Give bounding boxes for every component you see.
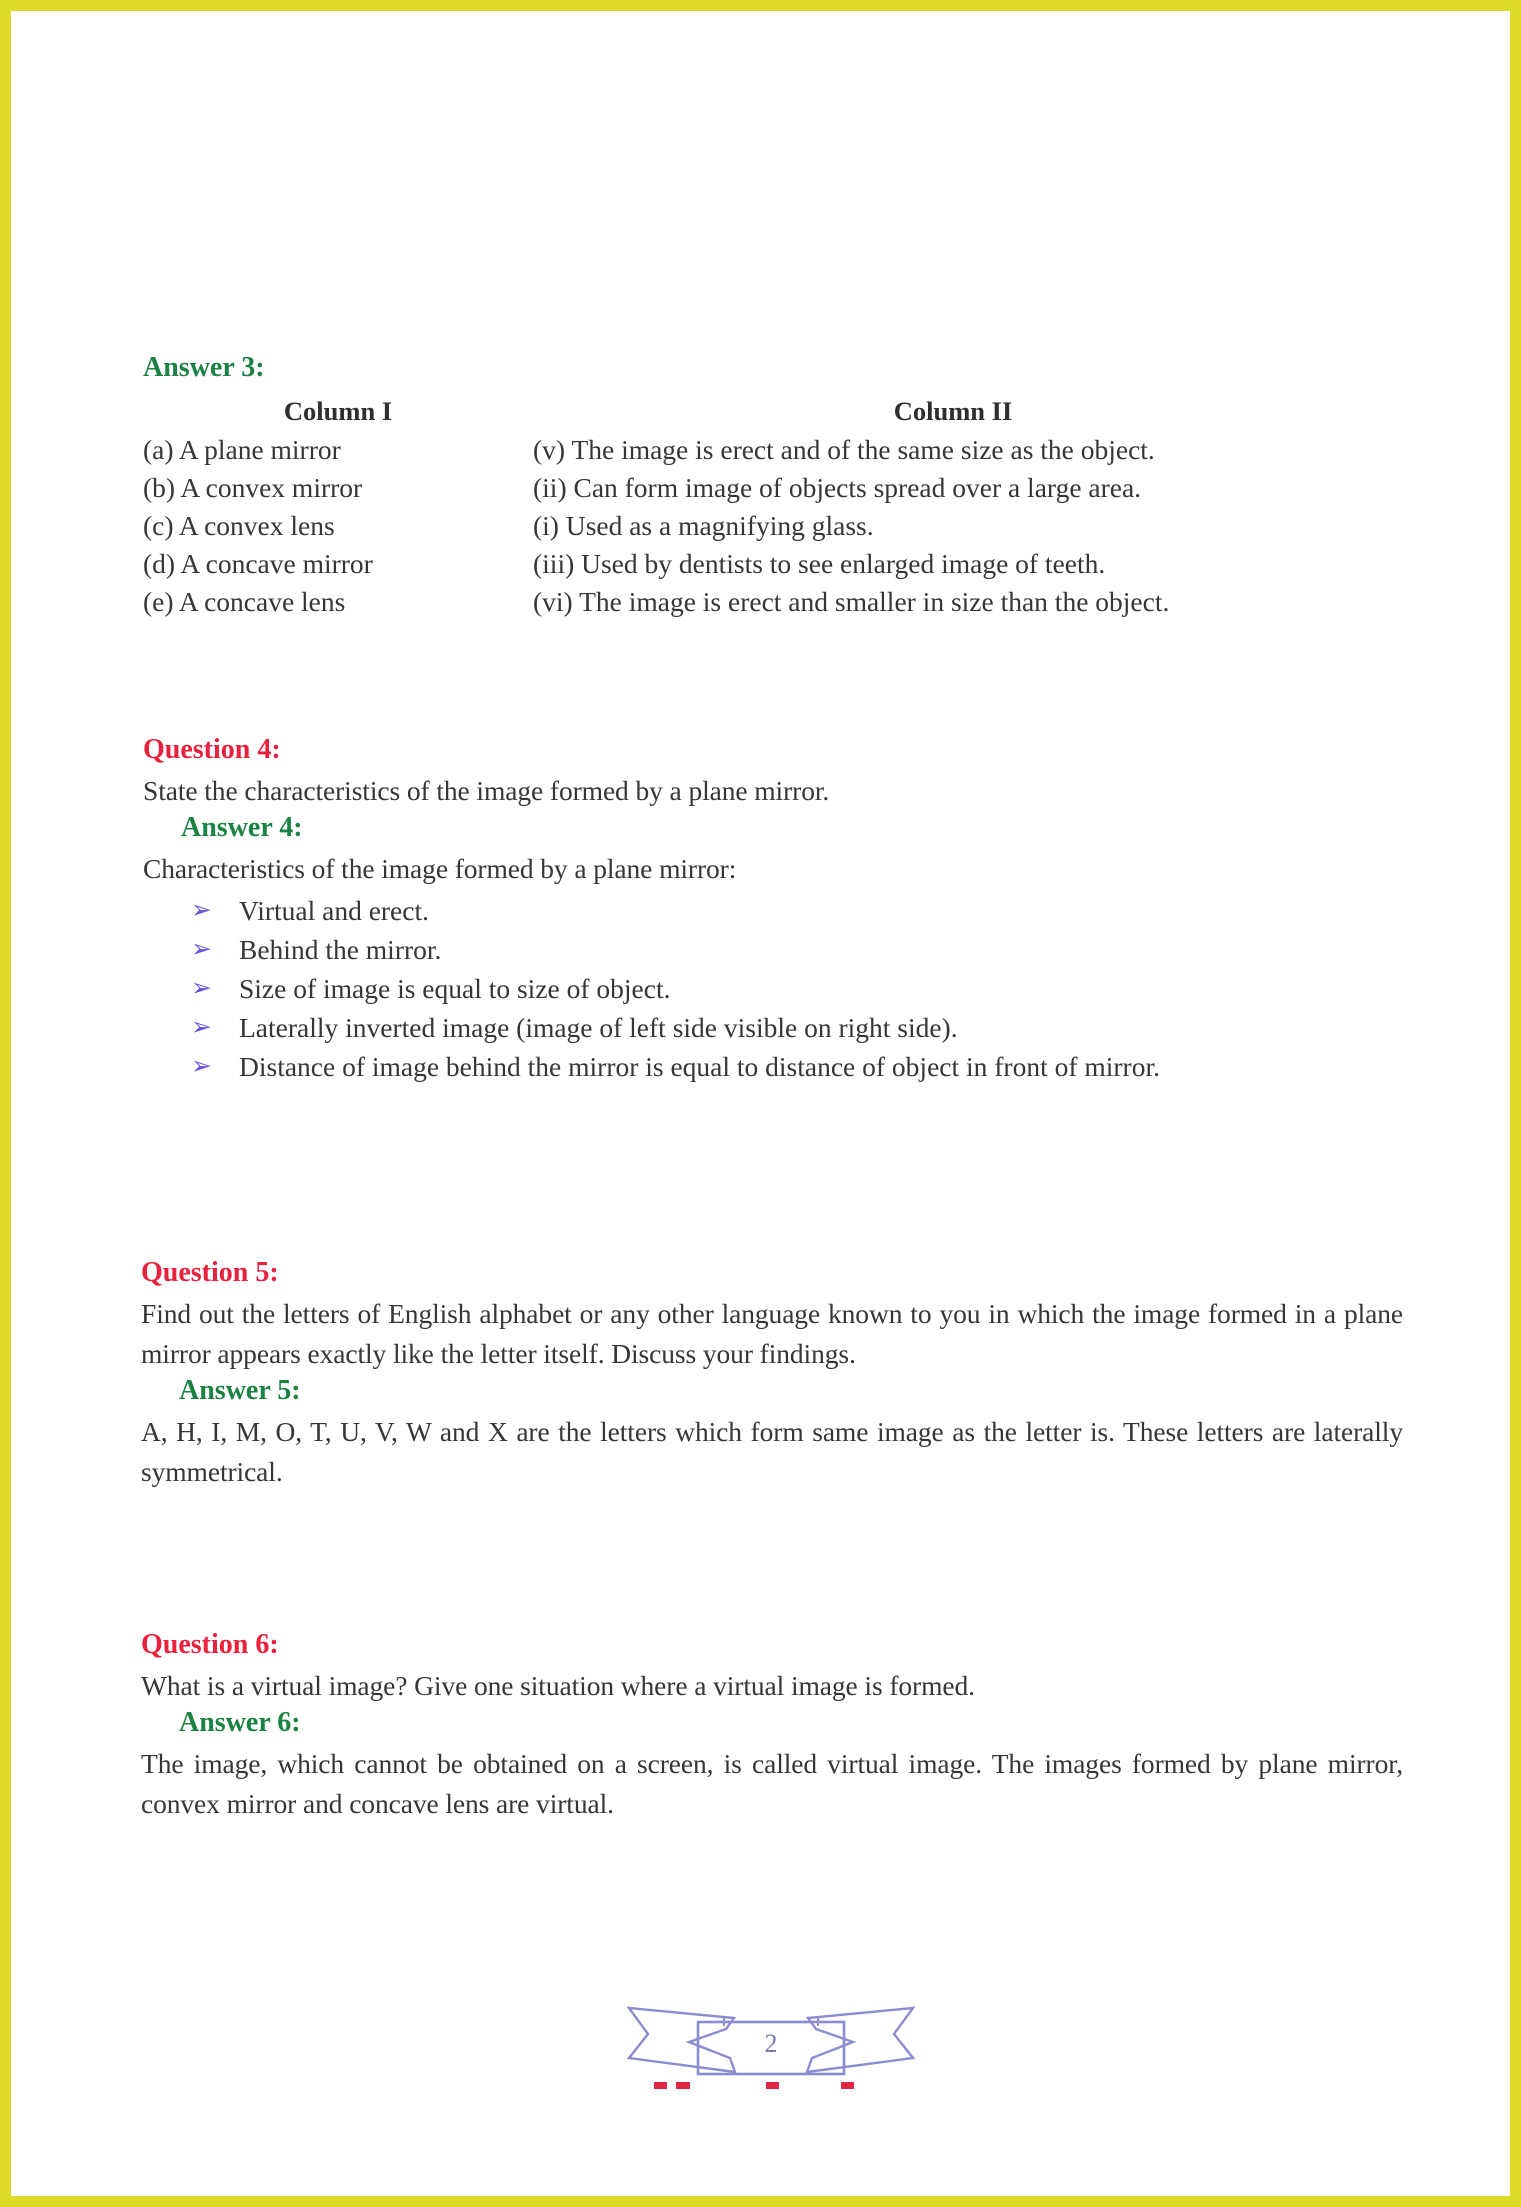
footer-page-ribbon bbox=[626, 1996, 916, 2101]
table-header-row bbox=[143, 393, 1373, 431]
question-6-text: What is a virtual image? Give one situation where a virtual image is formed. bbox=[141, 1670, 975, 1701]
column-2-cell: (iii) Used by dentists to see enlarged image of teeth. bbox=[533, 548, 1106, 579]
column-2-cell: (ii) Can form image of objects spread over a large area. bbox=[533, 472, 1142, 503]
match-columns-table bbox=[143, 393, 1373, 621]
arrow-bullet-icon: ➢ bbox=[191, 934, 212, 963]
table-row bbox=[143, 507, 1373, 545]
list-item-label: Laterally inverted image (image of left side visible on right side). bbox=[239, 1012, 958, 1043]
column-1-cell: (a) A plane mirror bbox=[143, 434, 341, 465]
dash-mark bbox=[676, 2082, 690, 2089]
answer-5-text: A, H, I, M, O, T, U, V, W and X are the letters which form same image as the letter is. These letters are laterally symmetrical. bbox=[141, 1416, 1403, 1487]
arrow-bullet-icon: ➢ bbox=[191, 973, 212, 1002]
column-1-cell: (c) A convex lens bbox=[143, 510, 335, 541]
list-item bbox=[191, 1008, 1401, 1047]
answer-5-heading: Answer 5: bbox=[179, 1375, 301, 1406]
column-2-cell: (vi) The image is erect and smaller in size than the object. bbox=[533, 586, 1170, 617]
question-4-section bbox=[143, 733, 1401, 1086]
characteristics-list bbox=[143, 891, 1401, 1086]
table-row bbox=[143, 545, 1373, 583]
answer-4-intro: Characteristics of the image formed by a plane mirror: bbox=[143, 853, 737, 884]
list-item-label: Behind the mirror. bbox=[239, 934, 442, 965]
dash-mark bbox=[654, 2082, 667, 2089]
question-5-section bbox=[141, 1256, 1403, 1492]
table-row bbox=[143, 583, 1373, 621]
dash-mark bbox=[841, 2082, 854, 2089]
dash-mark bbox=[766, 2082, 779, 2089]
list-item-label: Distance of image behind the mirror is equal to distance of object in front of mirror. bbox=[239, 1051, 1160, 1082]
answer-3-heading: Answer 3: bbox=[143, 352, 265, 383]
answer-3-section bbox=[143, 351, 1403, 621]
list-item-label: Virtual and erect. bbox=[239, 895, 429, 926]
answer-6-heading: Answer 6: bbox=[179, 1707, 301, 1738]
list-item bbox=[191, 1047, 1484, 1086]
table-row bbox=[143, 431, 1373, 469]
question-4-heading: Question 4: bbox=[143, 734, 281, 765]
list-item bbox=[191, 969, 1401, 1008]
arrow-bullet-icon: ➢ bbox=[191, 1051, 212, 1080]
arrow-bullet-icon: ➢ bbox=[191, 1012, 212, 1041]
list-item bbox=[191, 891, 1401, 930]
column-1-cell: (e) A concave lens bbox=[143, 586, 346, 617]
arrow-bullet-icon: ➢ bbox=[191, 895, 212, 924]
question-6-heading: Question 6: bbox=[141, 1629, 279, 1660]
column-2-cell: (i) Used as a magnifying glass. bbox=[533, 510, 874, 541]
page-number: 2 bbox=[764, 2029, 778, 2058]
column-1-header: Column I bbox=[283, 396, 393, 426]
answer-6-text: The image, which cannot be obtained on a screen, is called virtual image. The images formed by plane mirror, convex mirror and concave lens are virtual. bbox=[141, 1748, 1403, 1819]
column-1-cell: (d) A concave mirror bbox=[143, 548, 373, 579]
table-row bbox=[143, 469, 1373, 507]
column-1-cell: (b) A convex mirror bbox=[143, 472, 363, 503]
column-2-header: Column II bbox=[893, 396, 1013, 426]
list-item-label: Size of image is equal to size of object. bbox=[239, 973, 671, 1004]
question-5-text: Find out the letters of English alphabet or any other language known to you in which the image formed in a plane mirror appears exactly like the letter itself. Discuss your findings. bbox=[141, 1298, 1403, 1369]
question-4-text: State the characteristics of the image formed by a plane mirror. bbox=[143, 775, 830, 806]
ribbon-dash-marks bbox=[654, 2082, 894, 2094]
question-6-section bbox=[141, 1628, 1403, 1824]
answer-4-heading: Answer 4: bbox=[181, 812, 303, 843]
list-item bbox=[191, 930, 1401, 969]
column-2-cell: (v) The image is erect and of the same size as the object. bbox=[533, 434, 1155, 465]
page-sheet bbox=[11, 11, 1510, 2196]
question-5-heading: Question 5: bbox=[141, 1257, 279, 1288]
